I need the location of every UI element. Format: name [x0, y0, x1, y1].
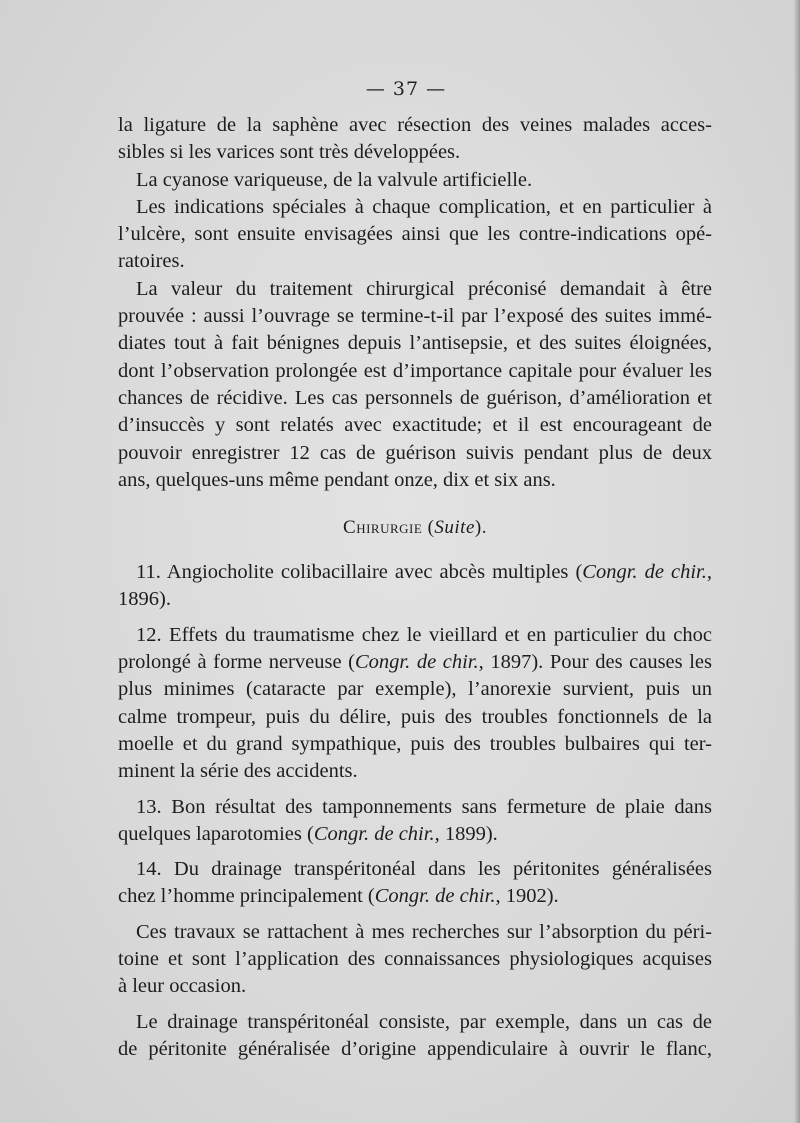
text-line	[118, 821, 712, 848]
item-13	[118, 794, 712, 849]
citation-italic: Congr. de chir.	[582, 561, 707, 584]
text-line: 13. Bon résultat des tamponnements sans fermeture de plaie dans	[136, 795, 712, 818]
text-line: La cyanose variqueuse, de la valvule artificielle.	[136, 168, 533, 191]
text-line: Ces travaux se rattachent à mes recherches sur l’absorption du péri-	[136, 920, 712, 943]
paragraph-3	[118, 194, 712, 276]
paragraph-6	[118, 1009, 712, 1064]
item-12	[118, 622, 712, 786]
text-line: moelle et du grand sympathique, puis des troubles bulbaires qui ter-	[118, 732, 712, 755]
spacer	[118, 1001, 712, 1009]
text-line: ratoires.	[118, 250, 185, 273]
spacer	[118, 786, 712, 794]
text-run: , 1897). Pour des causes les	[478, 651, 713, 674]
spacer	[118, 911, 712, 919]
text-line: diates tout à fait bénignes depuis l’antisepsie, et des suites éloignées,	[118, 332, 712, 355]
page-number: — 37 —	[365, 78, 447, 100]
spacer	[118, 614, 712, 622]
text-line: prouvée : aussi l’ouvrage se termine-t-il par l’exposé des suites immé-	[118, 305, 712, 328]
text-line: toine et sont l’application des connaissances physiologiques acquises	[118, 948, 712, 971]
citation-italic: Congr. de chir.	[374, 885, 496, 908]
text-line	[118, 883, 712, 910]
citation-italic: Congr. de chir.	[313, 822, 435, 845]
text-run: quelques laparotomies (	[118, 822, 314, 845]
text-line: Le drainage transpéritonéal consiste, par exemple, dans un cas de	[136, 1010, 712, 1033]
text-line: ans, quelques-uns même pendant onze, dix et six ans.	[118, 468, 556, 491]
text-line: d’insuccès y sont relatés avec exactitude; et il est encourageant de	[118, 414, 712, 437]
text-run: 11. Angiocholite colibacillaire avec abcès multiples (	[136, 561, 583, 584]
item-14	[118, 856, 712, 911]
text-line: pouvoir enregistrer 12 cas de guérison suivis pendant plus de deux	[118, 441, 712, 464]
paragraph-4	[118, 276, 712, 494]
text-line: 12. Effets du traumatisme chez le vieillard et en particulier du choc	[136, 623, 712, 646]
section-heading-paren: (	[422, 517, 435, 539]
paragraph-1	[118, 112, 712, 167]
section-heading-close: ).	[474, 517, 487, 539]
spacer	[118, 848, 712, 856]
text-run: ,	[706, 561, 712, 584]
text-line	[118, 649, 712, 676]
text-line: calme trompeur, puis du délire, puis des troubles fonctionnels de la	[118, 705, 712, 728]
text-line: la ligature de la saphène avec résection des veines malades acces-	[118, 114, 712, 136]
text-run: , 1902).	[495, 885, 559, 908]
text-line: à leur occasion.	[118, 975, 247, 998]
page-edge-shadow	[794, 0, 800, 1123]
text-line: plus minimes (cataracte par exemple), l’anorexie survient, puis un	[118, 678, 712, 701]
paragraph-5	[118, 919, 712, 1001]
section-heading-italic: Suite	[434, 517, 475, 539]
text-line: sibles si les varices sont très développées.	[118, 141, 461, 164]
text-run: , 1899).	[434, 822, 498, 845]
section-heading-title: Chirurgie	[343, 517, 423, 539]
section-heading	[118, 514, 712, 541]
text-run: prolongé à forme nerveuse (	[118, 651, 355, 674]
paragraph-2	[118, 167, 712, 194]
text-run: chez l’homme principalement (	[118, 885, 375, 908]
text-line: l’ulcère, sont ensuite envisagées ainsi que les contre-indications opé-	[118, 223, 712, 246]
text-line: chances de récidive. Les cas personnels de guérison, d’amélioration et	[118, 386, 712, 409]
citation-italic: Congr. de chir.	[354, 651, 479, 674]
body-text	[118, 112, 712, 1063]
item-11	[118, 559, 712, 614]
text-line	[118, 559, 712, 586]
text-line: de péritonite généralisée d’origine appendiculaire à ouvrir le flanc,	[118, 1037, 712, 1060]
text-line: La valeur du traitement chirurgical préconisé demandait à être	[136, 277, 712, 300]
text-line: Les indications spéciales à chaque complication, et en particulier à	[136, 195, 712, 218]
text-line: 1896).	[118, 588, 171, 611]
text-line: dont l’observation prolongée est d’importance capitale pour évaluer les	[118, 359, 712, 382]
text-line: 14. Du drainage transpéritonéal dans les péritonites généralisées	[136, 858, 712, 881]
text-line: minent la série des accidents.	[118, 760, 358, 783]
